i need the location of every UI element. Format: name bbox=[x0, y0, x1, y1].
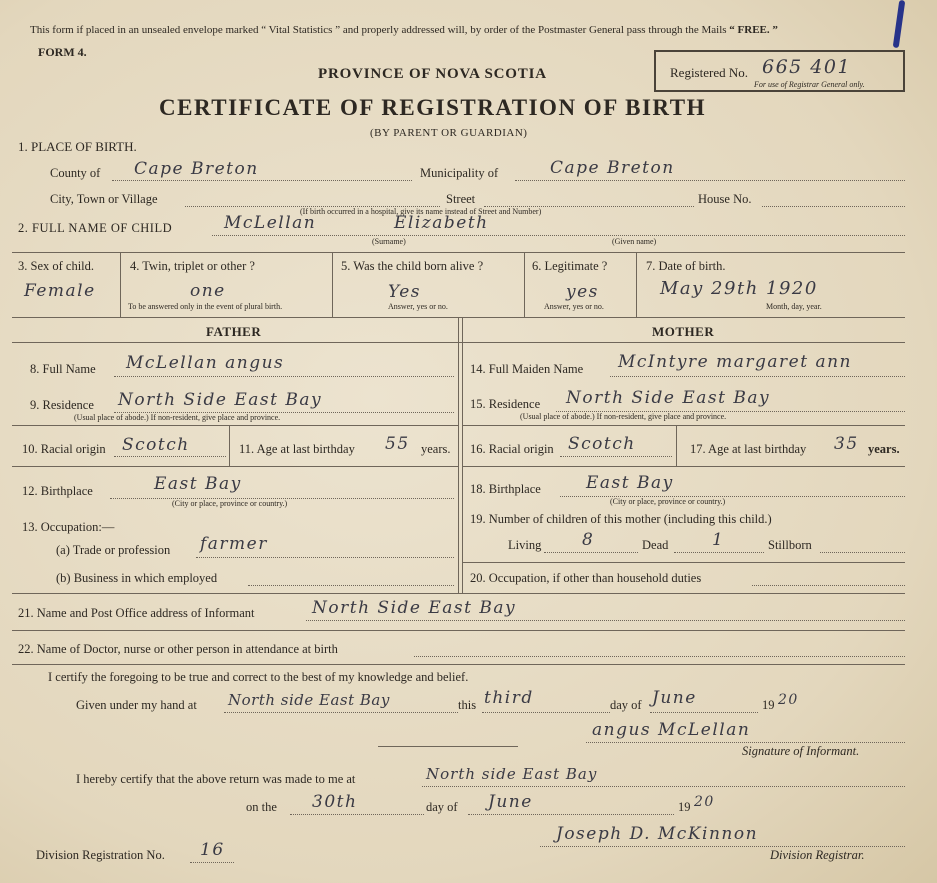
county-label: County of bbox=[50, 166, 101, 180]
mother-racial-line bbox=[560, 456, 672, 457]
mother-racial-label: 16. Racial origin bbox=[470, 442, 554, 456]
registered-value: 665 401 bbox=[762, 56, 852, 78]
registrar-month-line bbox=[468, 814, 674, 815]
mother-racial-rule-bottom bbox=[462, 466, 905, 467]
province-heading: PROVINCE OF NOVA SCOTIA bbox=[318, 66, 547, 82]
child-surname-value: McLellan bbox=[224, 213, 317, 233]
mother-stillborn-line bbox=[820, 552, 905, 553]
mother-residence-label: 15. Residence bbox=[470, 397, 541, 411]
informant-signature-line bbox=[586, 742, 905, 743]
dob-label: 7. Date of birth. bbox=[646, 259, 726, 273]
month-value: June bbox=[652, 688, 697, 708]
mother-name-label: 14. Full Maiden Name bbox=[470, 362, 584, 376]
certificate-title: CERTIFICATE OF REGISTRATION OF BIRTH bbox=[159, 95, 706, 120]
vrule-4 bbox=[636, 252, 637, 317]
place-heading: 1. PLACE OF BIRTH. bbox=[18, 139, 137, 154]
vrule-3 bbox=[524, 252, 525, 317]
father-residence-value: North Side East Bay bbox=[118, 390, 323, 410]
mother-racial-rule-top bbox=[462, 425, 905, 426]
father-trade-value: farmer bbox=[200, 534, 268, 554]
registrar-day-of-label: day of bbox=[426, 800, 458, 814]
registrar-on-the-label: on the bbox=[246, 800, 277, 814]
mother-dead-line bbox=[674, 552, 764, 553]
mother-age-label: 17. Age at last birthday bbox=[690, 442, 807, 456]
father-racial-label: 10. Racial origin bbox=[22, 442, 106, 456]
dob-value: May 29th 1920 bbox=[660, 278, 818, 299]
division-value: 16 bbox=[200, 840, 225, 860]
informant-rule-bottom bbox=[12, 664, 905, 665]
form-number: FORM 4. bbox=[38, 45, 87, 59]
twin-note: To be answered only in the event of plural birth. bbox=[128, 302, 283, 311]
mother-residence-value: North Side East Bay bbox=[566, 388, 771, 408]
mother-name-line bbox=[610, 376, 905, 377]
county-value: Cape Breton bbox=[134, 159, 259, 179]
father-business-line bbox=[248, 585, 454, 586]
registration-box bbox=[654, 50, 905, 92]
father-age-unit: years. bbox=[421, 442, 451, 456]
doctor-line bbox=[414, 656, 905, 657]
postal-notice bbox=[30, 24, 778, 36]
father-residence-note: (Usual place of abode.) If non-resident, give place and province. bbox=[74, 413, 281, 422]
father-age-value: 55 bbox=[385, 434, 410, 454]
father-racial-rule-bottom bbox=[12, 466, 458, 467]
registrar-day-value: 30th bbox=[312, 792, 358, 812]
twin-label: 4. Twin, triplet or other ? bbox=[130, 259, 255, 273]
house-label: House No. bbox=[698, 192, 752, 206]
father-name-value: McLellan angus bbox=[126, 353, 285, 373]
postal-notice-text: This form if placed in an unsealed envelope marked “ Vital Statistics ” and properly addressed will, by order of the Postmaster General pass through the Mails bbox=[30, 24, 727, 36]
father-birthplace-note: (City or place, province or country.) bbox=[172, 499, 288, 508]
alive-value: Yes bbox=[388, 282, 422, 302]
county-line bbox=[112, 180, 412, 181]
given-caption: (Given name) bbox=[612, 237, 657, 246]
mother-racial-value: Scotch bbox=[568, 434, 636, 454]
registrar-signature-line bbox=[540, 846, 905, 847]
father-name-label: 8. Full Name bbox=[30, 362, 96, 376]
father-residence-label: 9. Residence bbox=[30, 398, 94, 412]
year-value: 20 bbox=[778, 692, 799, 708]
registrar-certify-text: I hereby certify that the above return was made to me at bbox=[76, 772, 356, 786]
parents-divider bbox=[458, 317, 459, 593]
mother-children-label: 19. Number of children of this mother (including this child.) bbox=[470, 512, 772, 526]
registered-label: Registered No. bbox=[670, 65, 748, 80]
father-occupation-label: 13. Occupation:— bbox=[22, 520, 115, 534]
this-label: this bbox=[458, 698, 477, 712]
mother-occupation-line bbox=[752, 585, 905, 586]
mother-name-value: McIntyre margaret ann bbox=[618, 352, 852, 372]
father-racial-rule-top bbox=[12, 425, 458, 426]
registrar-note: For use of Registrar General only. bbox=[754, 80, 865, 89]
informant-rule-top bbox=[12, 593, 905, 594]
father-heading: FATHER bbox=[206, 324, 262, 339]
municipality-value: Cape Breton bbox=[550, 158, 675, 178]
mother-birthplace-value: East Bay bbox=[586, 473, 674, 493]
sex-value: Female bbox=[24, 281, 96, 301]
dob-note: Month, day, year. bbox=[766, 302, 822, 311]
alive-label: 5. Was the child born alive ? bbox=[341, 259, 484, 273]
year-prefix: 19 bbox=[762, 698, 775, 712]
separator-rule bbox=[378, 746, 518, 747]
mother-living-label: Living bbox=[508, 538, 542, 552]
father-racial-value: Scotch bbox=[122, 435, 190, 455]
postal-free-text: “ FREE. ” bbox=[729, 24, 778, 36]
informant-address-line bbox=[306, 620, 905, 621]
parents-heading-rule bbox=[12, 342, 905, 343]
child-name-line bbox=[212, 235, 905, 236]
mother-heading: MOTHER bbox=[652, 324, 715, 339]
informant-address-value: North Side East Bay bbox=[312, 598, 517, 618]
father-trade-line bbox=[196, 557, 454, 558]
mother-birthplace-note: (City or place, province or country.) bbox=[610, 497, 726, 506]
mother-dead-value: 1 bbox=[712, 530, 725, 550]
mother-birthplace-label: 18. Birthplace bbox=[470, 482, 541, 496]
registrar-day-line bbox=[290, 814, 424, 815]
mother-age-divider bbox=[676, 425, 677, 466]
registrar-signature: Joseph D. McKinnon bbox=[556, 824, 759, 844]
registrar-signature-caption: Division Registrar. bbox=[770, 848, 865, 862]
sex-label: 3. Sex of child. bbox=[18, 259, 95, 273]
mother-residence-note: (Usual place of abode.) If non-resident, give place and province. bbox=[520, 412, 727, 421]
ink-pen-mark-icon bbox=[893, 0, 906, 48]
legit-note: Answer, yes or no. bbox=[544, 302, 604, 311]
given-place-line bbox=[224, 712, 458, 713]
child-given-value: Elizabeth bbox=[394, 213, 489, 233]
hospital-note: (If birth occurred in a hospital, give its name instead of Street and Number) bbox=[300, 207, 542, 216]
registrar-place-line bbox=[422, 786, 905, 787]
division-line bbox=[190, 862, 234, 863]
mother-occupation-rule bbox=[462, 562, 905, 563]
alive-note: Answer, yes or no. bbox=[388, 302, 448, 311]
informant-address-label: 21. Name and Post Office address of Informant bbox=[18, 606, 255, 620]
house-line bbox=[762, 206, 905, 207]
father-birthplace-label: 12. Birthplace bbox=[22, 484, 93, 498]
doctor-label: 22. Name of Doctor, nurse or other person in attendance at birth bbox=[18, 642, 338, 656]
certify-text: I certify the foregoing to be true and correct to the best of my knowledge and belief. bbox=[48, 670, 469, 684]
legit-value: yes bbox=[566, 282, 599, 302]
day-line bbox=[482, 712, 610, 713]
registrar-year-value: 20 bbox=[694, 794, 715, 810]
twin-value: one bbox=[190, 281, 226, 301]
father-birthplace-value: East Bay bbox=[154, 474, 242, 494]
mother-stillborn-label: Stillborn bbox=[768, 538, 812, 552]
father-trade-label: (a) Trade or profession bbox=[56, 543, 171, 557]
given-place-value: North side East Bay bbox=[228, 691, 390, 709]
parents-divider-2 bbox=[462, 317, 463, 593]
municipality-label: Municipality of bbox=[420, 166, 499, 180]
informant-rule-mid bbox=[12, 630, 905, 631]
mother-living-line bbox=[544, 552, 638, 553]
month-line bbox=[650, 712, 758, 713]
city-label: City, Town or Village bbox=[50, 192, 158, 206]
registrar-month-value: June bbox=[488, 792, 533, 812]
vrule-1 bbox=[120, 252, 121, 317]
street-label: Street bbox=[446, 192, 476, 206]
vrule-2 bbox=[332, 252, 333, 317]
row-rule-top bbox=[12, 252, 905, 253]
mother-occupation-label: 20. Occupation, if other than household duties bbox=[470, 571, 702, 585]
father-age-label: 11. Age at last birthday bbox=[239, 442, 355, 456]
given-label: Given under my hand at bbox=[76, 698, 197, 712]
informant-signature: angus McLellan bbox=[592, 720, 751, 740]
mother-age-value: 35 bbox=[834, 434, 859, 454]
father-age-divider bbox=[229, 425, 230, 466]
father-name-line bbox=[114, 376, 454, 377]
informant-signature-caption: Signature of Informant. bbox=[742, 744, 860, 758]
surname-caption: (Surname) bbox=[372, 237, 406, 246]
division-label: Division Registration No. bbox=[36, 848, 165, 862]
mother-living-value: 8 bbox=[582, 530, 595, 550]
day-of-label: day of bbox=[610, 698, 642, 712]
mother-dead-label: Dead bbox=[642, 538, 669, 552]
father-racial-line bbox=[114, 456, 226, 457]
municipality-line bbox=[515, 180, 905, 181]
father-business-label: (b) Business in which employed bbox=[56, 571, 218, 585]
mother-age-unit: years. bbox=[868, 442, 900, 456]
registrar-place-value: North side East Bay bbox=[426, 765, 598, 783]
child-name-label: 2. FULL NAME OF CHILD bbox=[18, 221, 173, 235]
registrar-year-prefix: 19 bbox=[678, 800, 691, 814]
legit-label: 6. Legitimate ? bbox=[532, 259, 608, 273]
certificate-subtitle: (BY PARENT OR GUARDIAN) bbox=[370, 127, 528, 139]
day-value: third bbox=[484, 688, 534, 708]
